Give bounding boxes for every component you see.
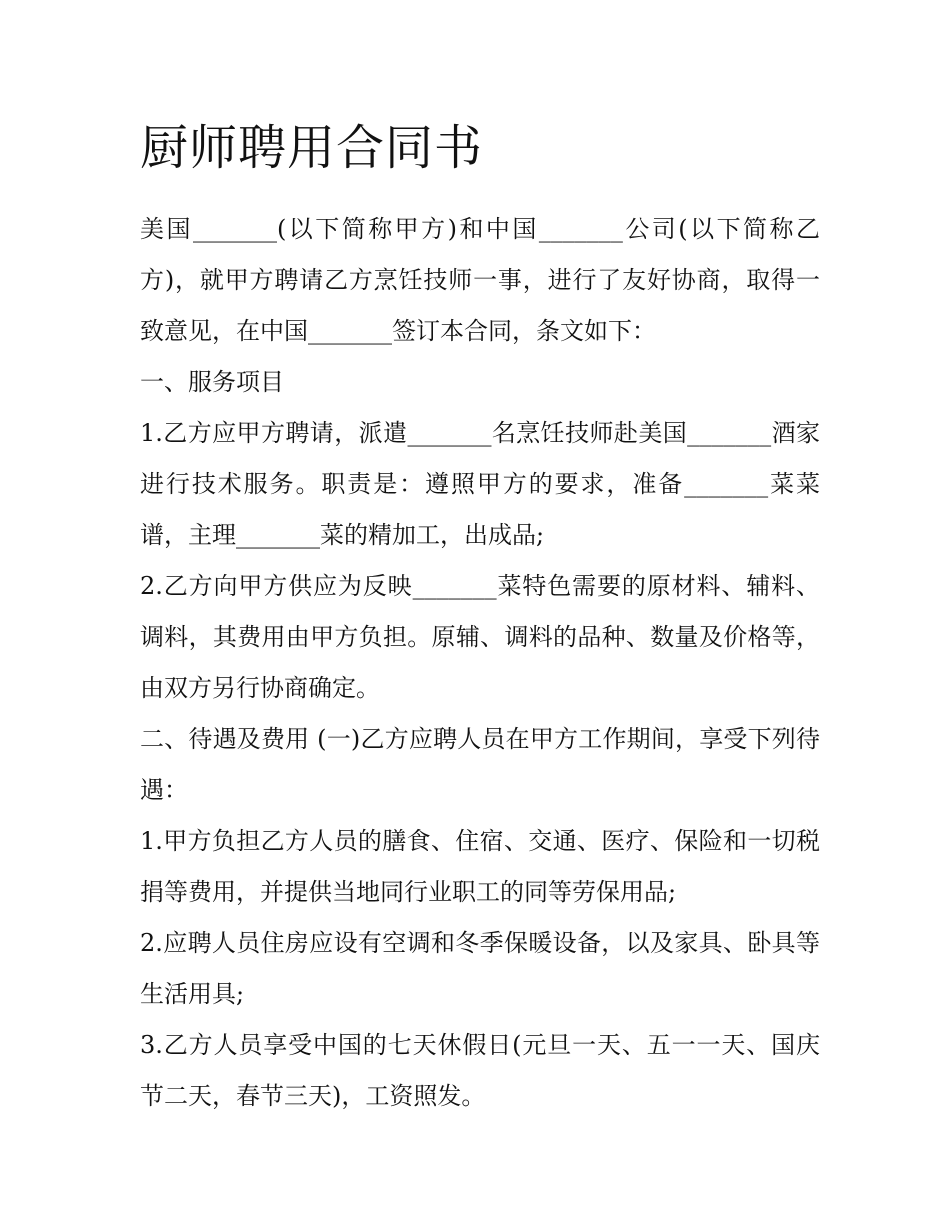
paragraph-benefit-3: 3.乙方人员享受中国的七天休假日(元旦一天、五一一天、国庆节二天，春节三天)，工资照发。 <box>140 1031 820 1110</box>
paragraph-service-2: 2.乙方向甲方供应为反映_______菜特色需要的原材料、辅料、调料，其费用由甲方负担。原辅、调料的品种、数量及价格等，由双方另行协商确定。 <box>140 572 820 702</box>
section-heading-benefits: 二、待遇及费用 (一)乙方应聘人员在甲方工作期间，享受下列待遇： <box>140 725 820 804</box>
document-page <box>140 118 820 1122</box>
paragraph-benefit-1: 1.甲方负担乙方人员的膳食、住宿、交通、医疗、保险和一切税捐等费用，并提供当地同行业职工的同等劳保用品; <box>140 827 820 906</box>
paragraph-benefit-2: 2.应聘人员住房应设有空调和冬季保暖设备，以及家具、卧具等生活用具; <box>140 929 820 1008</box>
paragraph-intro: 美国_______(以下简称甲方)和中国_______公司(以下简称乙方)，就甲方聘请乙方烹饪技师一事，进行了友好协商，取得一致意见，在中国_______签订本合同，条文如下： <box>140 215 820 345</box>
paragraph-service-1: 1.乙方应甲方聘请，派遣_______名烹饪技师赴美国_______酒家进行技术服务。职责是：遵照甲方的要求，准备_______菜菜谱，主理_______菜的精加工，出成品; <box>140 419 820 549</box>
document-title: 厨师聘用合同书 <box>140 120 484 176</box>
section-heading-service: 一、服务项目 <box>140 368 284 396</box>
